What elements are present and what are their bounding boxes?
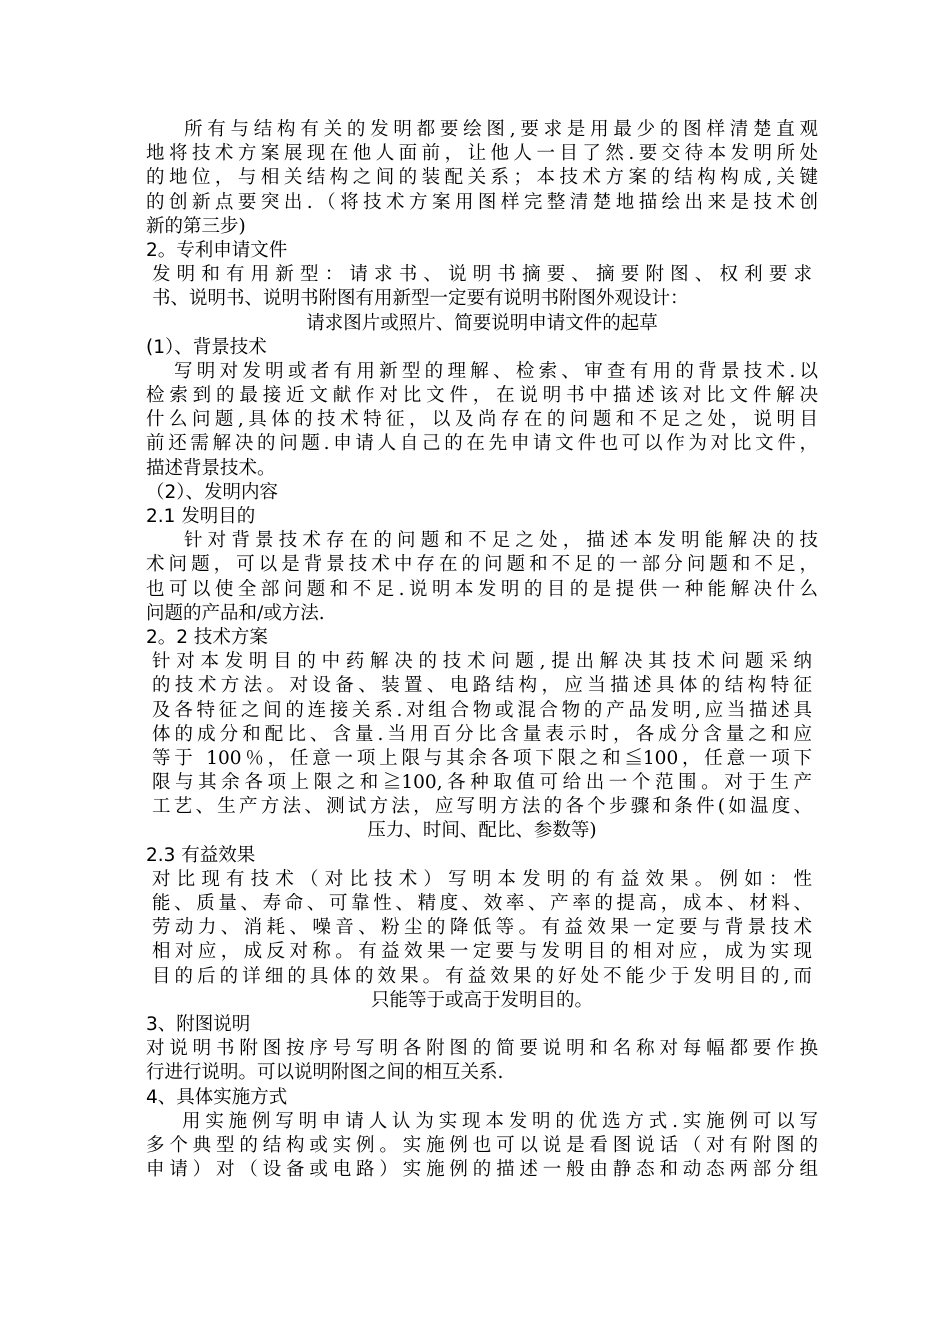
paragraph-background-art	[146, 360, 818, 481]
text-line: 体的成分和配比、含量.当用百分比含量表示时，各成分含量之和应	[152, 723, 812, 745]
text-line: 能、质量、寿命、可靠性、精度、效率、产率的提高，成本、材料、	[152, 893, 812, 914]
text-line: 什么问题,具体的技术特征，以及尚存在的问题和不足之处，说明目	[146, 409, 818, 431]
paragraph-technical-solution	[146, 650, 818, 844]
text-line: 新的第三步)	[146, 215, 246, 237]
section-heading: 2。2 技术方案	[146, 626, 268, 648]
text-line: 描述背景技术。	[146, 457, 276, 479]
section-heading: (1）、背景技术	[146, 336, 267, 358]
text-line: 申请）对（设备或电路）实施例的描述一般由静态和动态两部分组	[146, 1159, 818, 1181]
text-line: 发明和有用新型：请求书、说明书摘要、摘要附图、权利要求	[152, 264, 812, 286]
text-line: 对比现有技术（对比技术）写明本发明的有益效果。例如：性	[152, 868, 812, 890]
paragraph-drawing-requirements	[146, 118, 818, 239]
text-line: 也可以使全部问题和不足.说明本发明的目的是提供一种能解决什么	[146, 578, 818, 600]
text-line: 只能等于或高于发明目的。	[370, 989, 593, 1011]
text-line: 工艺、生产方法、测试方法，应写明方法的各个步骤和条件(如温度、	[152, 796, 812, 818]
text-line: 对说明书附图按序号写明各附图的简要说明和名称对每幅都要作换	[146, 1038, 818, 1060]
text-line: 问题的产品和/或方法.	[146, 602, 325, 624]
text-line: 行进行说明。可以说明附图之间的相互关系.	[146, 1062, 504, 1084]
section-heading: 2.3 有益效果	[146, 844, 256, 866]
text-line: 地将技术方案展现在他人面前，让他人一目了然.要交待本发明所处	[146, 143, 818, 165]
section-heading: （2）、发明内容	[146, 481, 279, 503]
paragraph-application-documents	[146, 263, 818, 336]
document-page	[146, 118, 818, 1182]
section-heading: 2.1 发明目的	[146, 506, 256, 527]
text-line: 针对本发明目的中药解决的技术问题,提出解决其技术问题采纳	[152, 651, 812, 673]
text-line: 用实施例写明申请人认为实现本发明的优选方式.实施例可以写	[182, 1110, 818, 1132]
text-line: 等于 100％，任意一项上限与其余各项下限之和≦100，任意一项下	[152, 747, 812, 769]
text-line: 的地位，与相关结构之间的装配关系；本技术方案的结构构成,关键	[146, 167, 818, 189]
text-line: 多个典型的结构或实例。实施例也可以说是看图说话（对有附图的	[146, 1134, 818, 1156]
text-line: 限与其余各项上限之和≧100,各种取值可给出一个范围。对于生产	[152, 772, 812, 794]
section-heading: 3、附图说明	[146, 1013, 251, 1035]
text-line: 的创新点要突出.（将技术方案用图样完整清楚地描绘出来是技术创	[146, 191, 818, 213]
paragraph-embodiments	[146, 1110, 818, 1183]
text-line: 所有与结构有关的发明都要绘图,要求是用最少的图样清楚直观	[184, 119, 818, 140]
text-line: 劳动力、消耗、噪音、粉尘的降低等。有益效果一定要与背景技术	[152, 917, 812, 939]
text-line: 请求图片或照片、简要说明申请文件的起草	[306, 312, 658, 334]
text-line: 术问题，可以是背景技术中存在的问题和不足的一部分问题和不足，	[146, 554, 818, 576]
text-line: 及各特征之间的连接关系.对组合物或混合物的产品发明,应当描述具	[152, 699, 812, 721]
text-line: 针对背景技术存在的问题和不足之处，描述本发明能解决的技	[184, 530, 818, 552]
text-line: 前还需解决的问题.申请人自己的在先申请文件也可以作为对比文件，	[146, 433, 818, 455]
section-heading: 2。专利申请文件	[146, 239, 288, 261]
text-line: 写明对发明或者有用新型的理解、检索、审查有用的背景技术.以	[174, 360, 818, 382]
text-line: 相对应，成反对称。有益效果一定要与发明目的相对应，成为实现	[152, 941, 812, 963]
paragraph-beneficial-effects	[146, 868, 818, 1013]
text-line: 的技术方法。对设备、装置、电路结构，应当描述具体的结构特征	[152, 675, 812, 697]
section-heading: 4、具体实施方式	[146, 1086, 288, 1108]
text-line: 书、说明书、说明书附图有用新型一定要有说明书附图外观设计：	[152, 288, 689, 310]
paragraph-invention-purpose	[146, 529, 818, 626]
text-line: 目的后的详细的具体的效果。有益效果的好处不能少于发明目的,而	[152, 965, 812, 987]
text-line: 检索到的最接近文献作对比文件，在说明书中描述该对比文件解决	[146, 385, 818, 407]
text-line: 压力、时间、配比、参数等)	[367, 820, 597, 842]
paragraph-drawings-description	[146, 1037, 818, 1085]
